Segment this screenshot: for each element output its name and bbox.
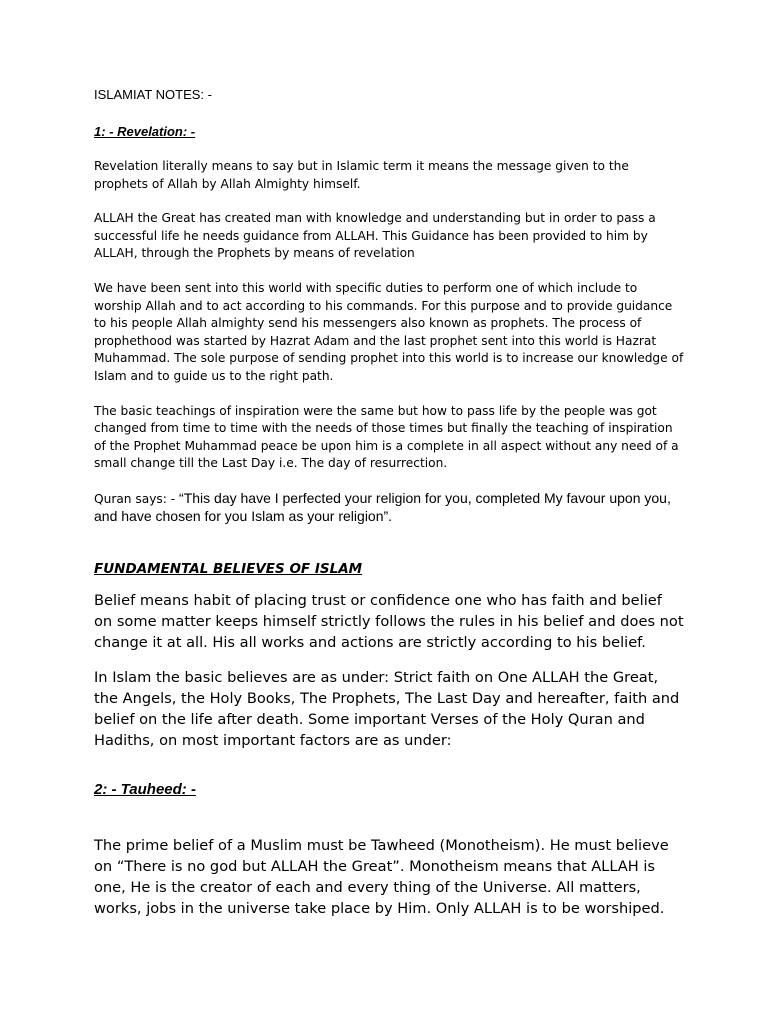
revelation-paragraph-1: Revelation literally means to say but in Islamic term it means the message given to the prophets of Allah by Allah Almighty himself. [94, 159, 629, 191]
tauheed-heading: 2: - Tauheed: - [94, 780, 196, 798]
revelation-paragraph-4: The basic teachings of inspiration were the same but how to pass life by the people was got changed from time to time with the needs of those times but finally the teaching of inspiration of the Prophet Muhammad peace be upon him is a complete in all aspect without any need of a small change till the Last Day i.e. The day of resurrection. [94, 403, 679, 471]
revelation-paragraph-2: ALLAH the Great has created man with knowledge and understanding but in order to pass a successful life he needs guidance from ALLAH. This Guidance has been provided to him by ALLAH, through the Prophets by means of revelation [94, 211, 656, 261]
document-header: ISLAMIAT NOTES: - [94, 87, 212, 102]
fundamental-believes-heading: FUNDAMENTAL BELIEVES OF ISLAM [94, 560, 363, 577]
belief-paragraph-1: Belief means habit of placing trust or confidence one who has faith and belief on some matter keeps himself strictly follows the rules in his belief and does not change it at all. His all works and actions are strictly according to his belief. [94, 591, 684, 651]
revelation-heading: 1: - Revelation: - [94, 124, 196, 139]
quran-quote [94, 490, 684, 526]
document-page [94, 86, 684, 933]
belief-paragraph-2: In Islam the basic believes are as under: Strict faith on One ALLAH the Great, the Angels, the Holy Books, The Prophets, The Last Day and hereafter, faith and belief on the life after death. Some important Verses of the Holy Quran and Hadiths, on most important factors are as under: [94, 668, 680, 749]
quote-text: “This day have I perfected your religion for you, completed My favour upon you, and have chosen for you Islam as your religion”. [94, 489, 671, 524]
tauheed-paragraph-1: The prime belief of a Muslim must be Tawheed (Monotheism). He must believe on “There is no god but ALLAH the Great”. Monotheism means that ALLAH is one, He is the creator of each and every thing of the Universe. All matters, works, jobs in the universe take place by Him. Only ALLAH is to be worshiped. [94, 836, 669, 917]
revelation-paragraph-3: We have been sent into this world with specific duties to perform one of which include to worship Allah and to act according to his commands. For this purpose and to provide guidance to his people Allah almighty send his messengers also known as prophets. The process of prophethood was started by Hazrat Adam and the last prophet sent into this world is Hazrat Muhammad. The sole purpose of sending prophet into this world is to increase our knowledge of Islam and to guide us to the right path. [94, 280, 684, 383]
quote-prefix: Quran says: - [94, 491, 180, 506]
